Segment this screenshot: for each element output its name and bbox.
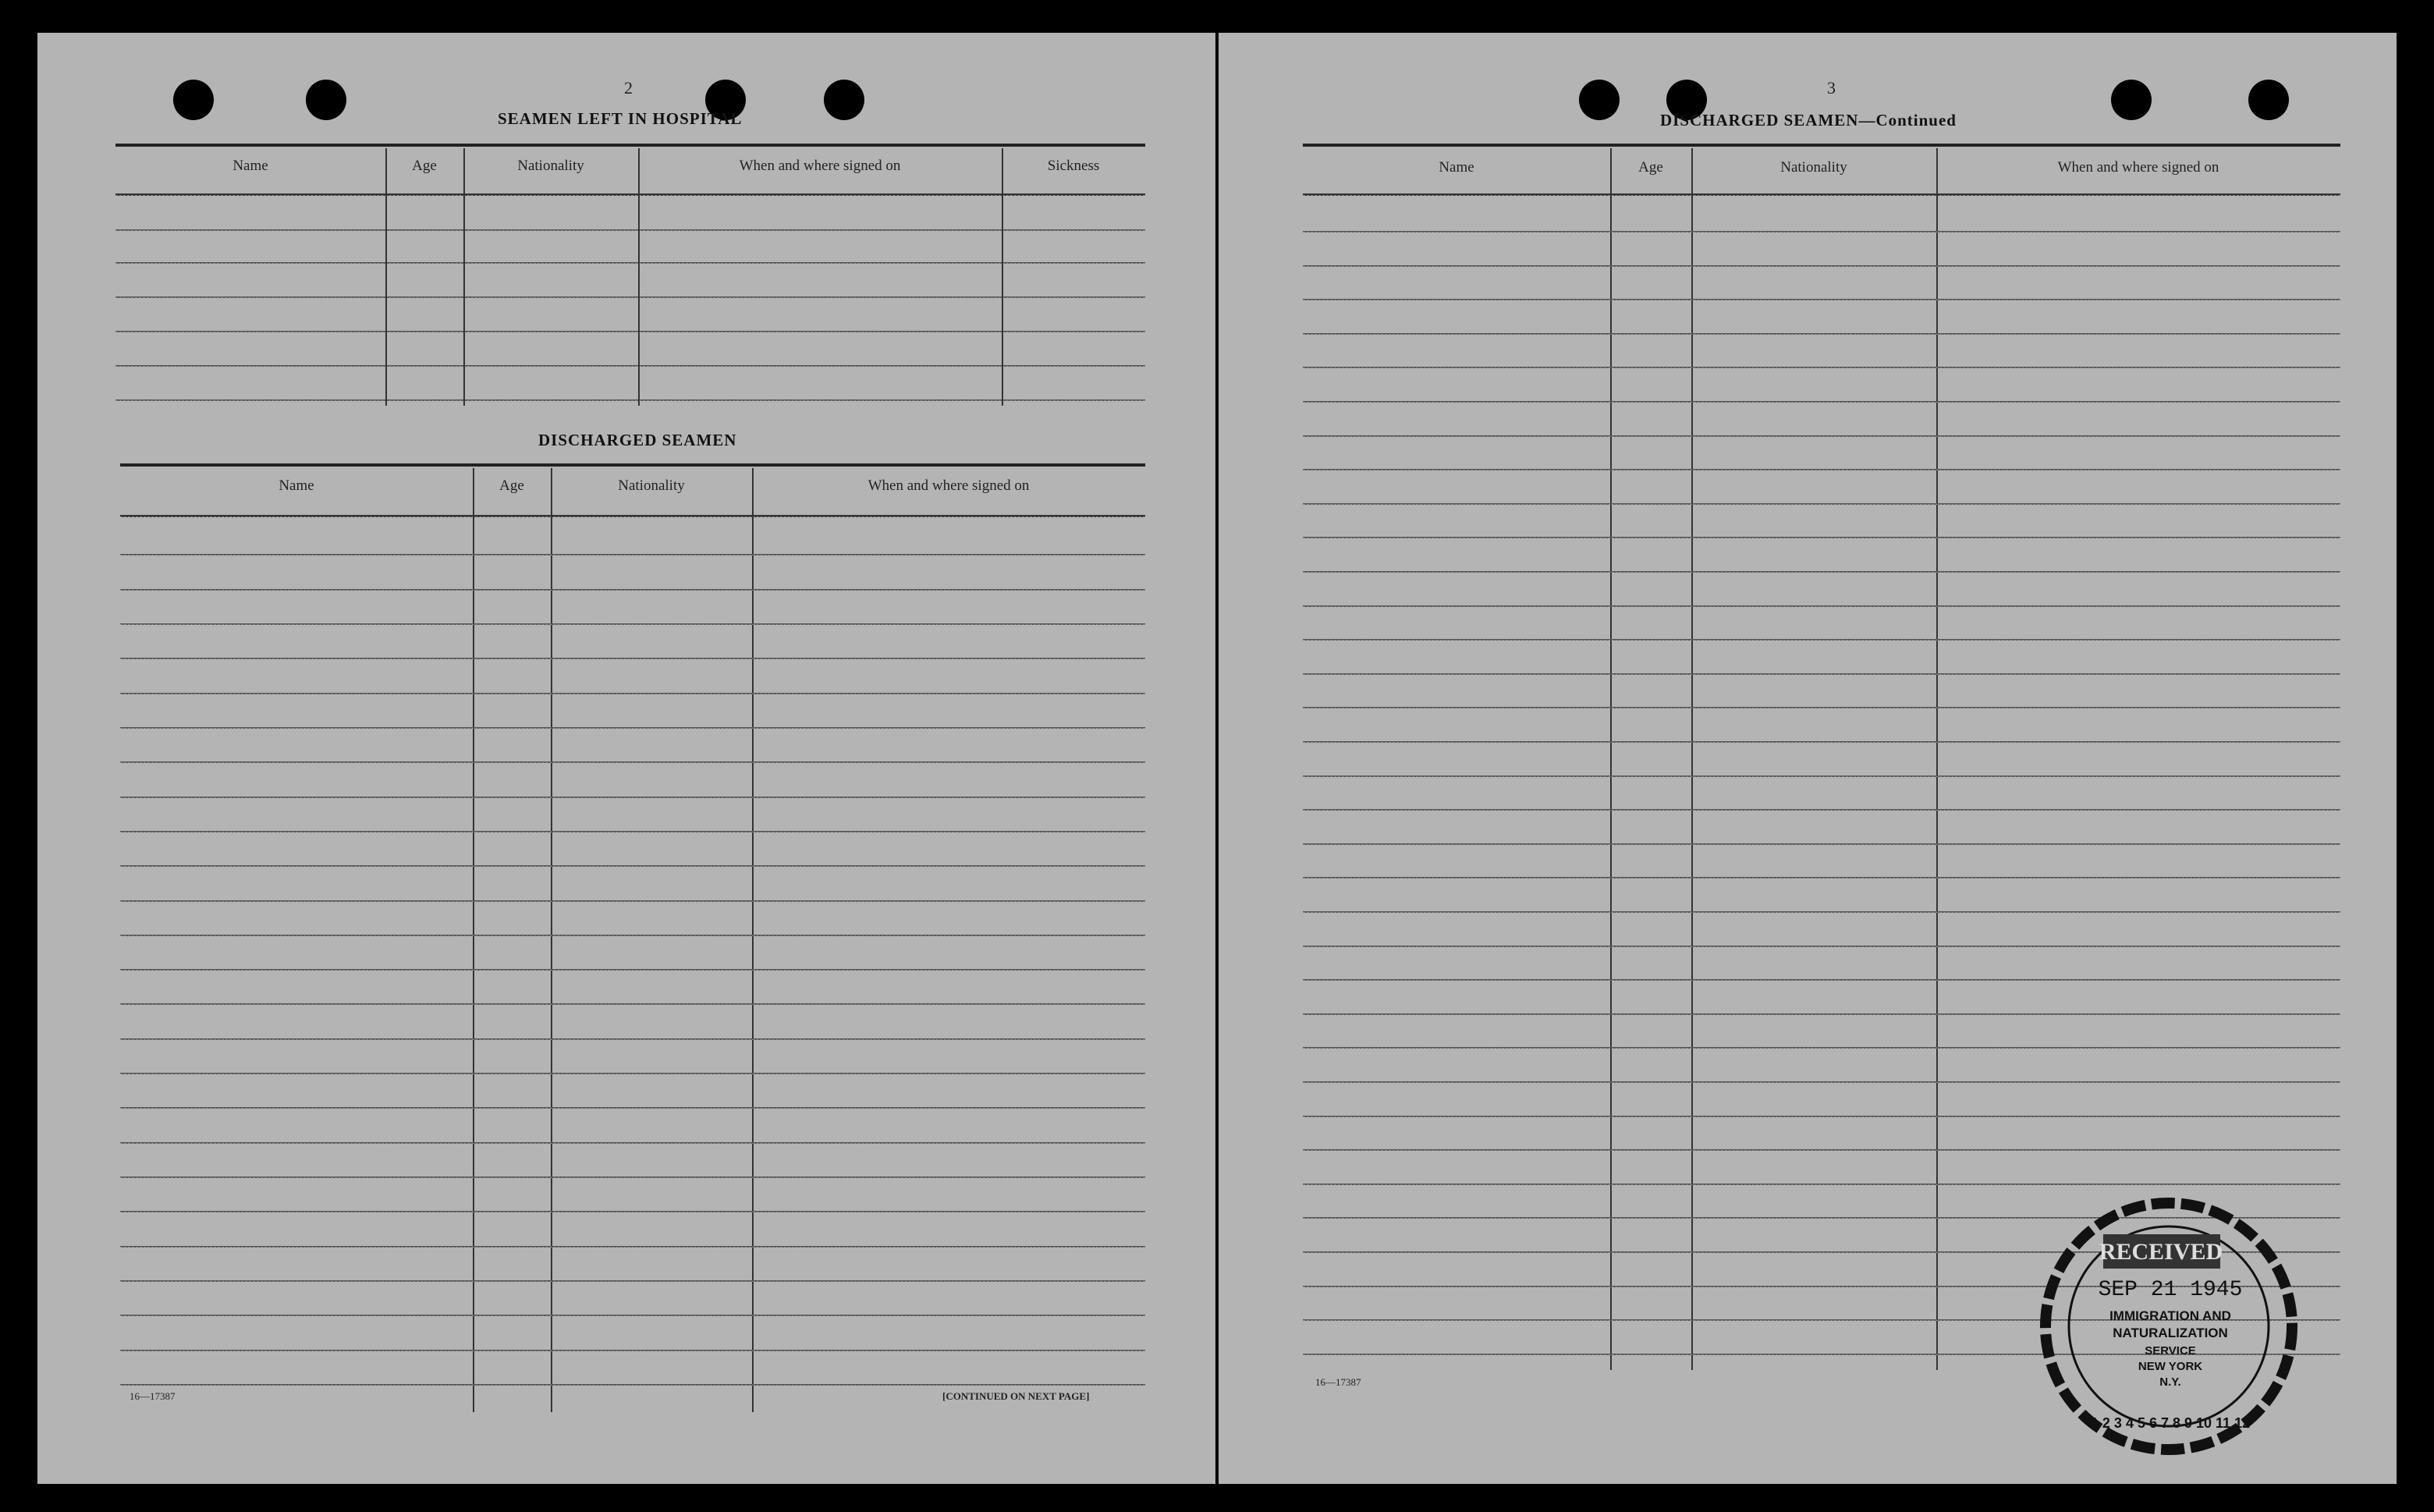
row-rule <box>120 797 1145 798</box>
discharged-column-rule <box>551 468 552 1412</box>
row-rule <box>120 1350 1145 1351</box>
right-row-rule <box>1303 639 2340 641</box>
hospital-column-rule <box>385 148 387 406</box>
right-header-3: When and where signed on <box>2057 159 2219 176</box>
hospital-header-4: Sickness <box>1047 158 1100 174</box>
row-rule <box>120 969 1145 971</box>
row-rule <box>120 1315 1145 1316</box>
right-row-rule <box>1303 1013 2340 1015</box>
hospital-column-rule <box>1002 148 1003 406</box>
right-table-top-rule <box>1303 144 2340 147</box>
punch-hole <box>173 80 214 120</box>
right-row-rule <box>1303 707 2340 708</box>
discharged-header-rule <box>120 515 1145 517</box>
hospital-header-rule <box>115 193 1145 196</box>
right-row-rule <box>1303 231 2340 232</box>
hospital-section-title: SEAMEN LEFT IN HOSPITAL <box>498 109 743 128</box>
row-rule <box>120 831 1145 832</box>
discharged-header-2: Nationality <box>618 477 685 494</box>
right-row-rule <box>1303 843 2340 845</box>
hospital-row-rule <box>115 399 1145 401</box>
stamp-ring-numbers: 1 2 3 4 5 6 7 8 9 10 11 12 <box>2090 1415 2251 1431</box>
hospital-row-rule <box>115 229 1145 231</box>
punch-hole <box>2111 80 2152 120</box>
page-number: 3 <box>1827 78 1836 98</box>
discharged-header-3: When and where signed on <box>868 477 1030 494</box>
right-row-rule <box>1303 1081 2340 1083</box>
hospital-header-3: When and where signed on <box>739 158 901 174</box>
row-rule <box>120 1280 1145 1282</box>
discharged-section-title: DISCHARGED SEAMEN <box>538 431 737 449</box>
row-rule <box>120 589 1145 591</box>
discharged-header-1: Age <box>499 477 524 494</box>
right-row-rule <box>1303 673 2340 675</box>
right-row-rule <box>1303 503 2340 505</box>
page-number: 2 <box>624 78 633 98</box>
row-rule <box>120 554 1145 555</box>
stamp-line5: N.Y. <box>2159 1375 2181 1389</box>
left-page <box>37 33 1215 1484</box>
discharged-header-0: Name <box>279 477 314 494</box>
right-column-rule <box>1936 148 1938 1370</box>
stamp-date: SEP 21 1945 <box>2098 1278 2243 1302</box>
continued-note: [CONTINUED ON NEXT PAGE] <box>942 1390 1090 1402</box>
stamp-line2: NATURALIZATION <box>2113 1326 2228 1340</box>
row-rule <box>120 1384 1145 1386</box>
right-row-rule <box>1303 605 2340 607</box>
row-rule <box>120 1038 1145 1040</box>
right-row-rule <box>1303 979 2340 981</box>
hospital-column-rule <box>638 148 640 406</box>
right-row-rule <box>1303 1149 2340 1151</box>
row-rule <box>120 1142 1145 1144</box>
hospital-header-0: Name <box>232 158 268 174</box>
stamp-line3: SERVICE <box>2145 1344 2196 1358</box>
row-rule <box>120 727 1145 729</box>
row-rule <box>120 1003 1145 1005</box>
hospital-header-2: Nationality <box>517 158 584 174</box>
row-rule <box>120 865 1145 867</box>
stamp-line4: NEW YORK <box>2138 1360 2203 1373</box>
row-rule <box>120 1246 1145 1248</box>
row-rule <box>120 935 1145 936</box>
punch-hole <box>2248 80 2289 120</box>
row-rule <box>120 900 1145 902</box>
row-rule <box>120 693 1145 694</box>
right-row-rule <box>1303 333 2340 335</box>
row-rule <box>120 658 1145 659</box>
row-rule <box>120 761 1145 763</box>
right-row-rule <box>1303 435 2340 437</box>
hospital-column-rule <box>463 148 465 406</box>
right-row-rule <box>1303 741 2340 743</box>
row-rule <box>120 1073 1145 1074</box>
received-stamp <box>2036 1194 2301 1459</box>
right-row-rule <box>1303 946 2340 947</box>
row-rule <box>120 623 1145 625</box>
right-row-rule <box>1303 1184 2340 1185</box>
right-header-1: Age <box>1638 159 1663 176</box>
right-row-rule <box>1303 877 2340 878</box>
right-column-rule <box>1691 148 1693 1370</box>
discharged-column-rule <box>473 468 474 1412</box>
right-row-rule <box>1303 1116 2340 1117</box>
form-number: 16—17387 <box>1315 1376 1361 1388</box>
discharged-continued-title: DISCHARGED SEAMEN—Continued <box>1660 111 1957 130</box>
right-header-2: Nationality <box>1780 159 1847 176</box>
right-header-rule <box>1303 193 2340 196</box>
stamp-line1: IMMIGRATION AND <box>2109 1308 2231 1323</box>
right-row-rule <box>1303 401 2340 403</box>
right-row-rule <box>1303 911 2340 913</box>
punch-hole <box>824 80 864 120</box>
right-row-rule <box>1303 537 2340 538</box>
hospital-row-rule <box>115 262 1145 264</box>
row-rule <box>120 1211 1145 1212</box>
hospital-table-top-rule <box>115 144 1145 147</box>
hospital-header-1: Age <box>412 158 437 174</box>
right-row-rule <box>1303 367 2340 368</box>
punch-hole <box>306 80 346 120</box>
hospital-row-rule <box>115 365 1145 367</box>
right-row-rule <box>1303 469 2340 470</box>
form-number: 16—17387 <box>130 1390 176 1402</box>
right-row-rule <box>1303 776 2340 777</box>
row-rule <box>120 1107 1145 1109</box>
discharged-column-rule <box>752 468 754 1412</box>
right-header-0: Name <box>1439 159 1474 176</box>
stamp-word: RECEIVED <box>2099 1239 2223 1265</box>
right-column-rule <box>1610 148 1612 1370</box>
hospital-row-rule <box>115 331 1145 332</box>
discharged-table-top-rule <box>120 463 1145 467</box>
row-rule <box>120 1177 1145 1178</box>
right-row-rule <box>1303 1047 2340 1049</box>
right-row-rule <box>1303 809 2340 811</box>
right-row-rule <box>1303 299 2340 300</box>
hospital-row-rule <box>115 296 1145 298</box>
punch-hole <box>1579 80 1620 120</box>
right-row-rule <box>1303 571 2340 573</box>
right-row-rule <box>1303 265 2340 267</box>
